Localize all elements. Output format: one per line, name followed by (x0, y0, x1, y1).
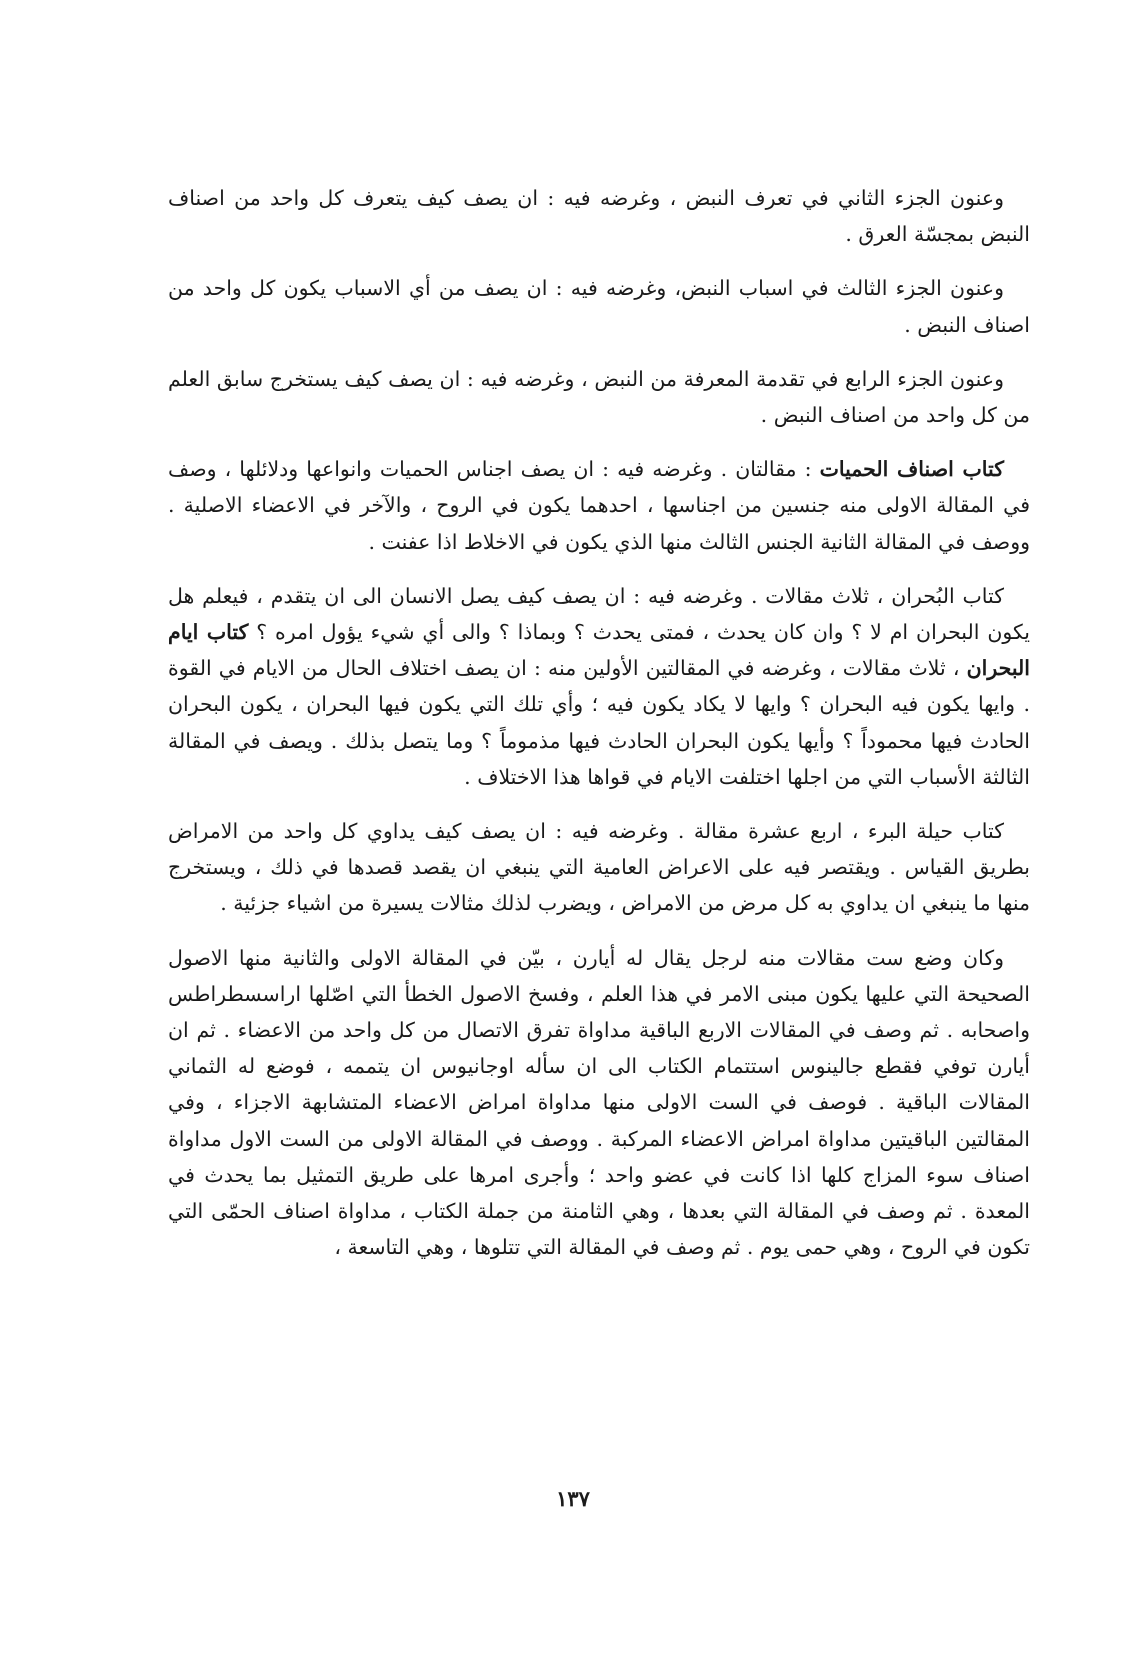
body-text (168, 180, 1030, 1283)
paragraph-text: كتاب حيلة البرء ، اربع عشرة مقالة . وغرضه فيه : ان يصف كيف يداوي كل واحد من الامراض بطريق القياس . ويقتصر فيه على الاعراض العامية التي ينبغي ان يقصد قصدها في ذلك ، ويستخرج منها ما ينبغي ان يداوي به كل مرض من الامراض ، ويضرب لذلك مثالات يسيرة من اشياء جزئية . (168, 819, 1030, 916)
paragraph-six-treatises (168, 940, 1030, 1266)
book-title: كتاب ايام البحران (168, 620, 1030, 681)
paragraph-text: وكان وضع ست مقالات منه لرجل يقال له أيارن ، بيّن في المقالة الاولى والثانية منها الاصول الصحيحة التي عليها يكون مبنى الامر في هذا العلم ، وفسخ الاصول الخطأ التي اصّلها اراسسطراطس واصحابه . ثم وصف في المقالات الاربع الباقية مداواة تفرق الاتصال من كل واحد من الاعضاء . ثم ان أيارن توفي فقطع جالينوس استتمام الكتاب الى ان سأله اوجانيوس ان يتممه ، فوضع له الثماني المقالات الباقية . فوصف في الست الاولى منها مداواة امراض الاعضاء المتشابهة الاجزاء ، وفي المقالتين الباقيتين مداواة امراض الاعضاء المركبة . ووصف في المقالة الاولى من الست الاول مداواة اصناف سوء المزاج كلها اذا كانت في عضو واحد ؛ وأجرى امرها على طريق التمثيل بما يحدث في المعدة . ثم وصف في المقالة التي بعدها ، وهي الثامنة من جملة الكتاب ، مداواة اصناف الحمّى التي تكون في الروح ، وهي حمى يوم . ثم وصف في المقالة التي تتلوها ، وهي التاسعة ، (168, 945, 1030, 1260)
paragraph-text: : مقالتان . وغرضه فيه : ان يصف اجناس الحميات وانواعها ودلائلها ، وصف في المقالة الاولى منه جنسين من اجناسها ، احدهما يكون في الروح ، والآخر في الاعضاء الاصلية . ووصف في المقالة الثانية الجنس الثالث منها الذي يكون في الاخلاط اذا عفنت . (168, 457, 1030, 554)
paragraph-method-of-healing (168, 813, 1030, 922)
book-title: كتاب اصناف الحميات (819, 457, 1004, 482)
paragraph-pulse-part-three (168, 270, 1030, 342)
paragraph-text: وعنون الجزء الرابع في تقدمة المعرفة من النبض ، وغرضه فيه : ان يصف كيف يستخرج سابق العلم من كل واحد من اصناف النبض . (168, 366, 1030, 428)
paragraph-pulse-part-four (168, 361, 1030, 433)
paragraph-text: وعنون الجزء الثاني في تعرف النبض ، وغرضه فيه : ان يصف كيف يتعرف كل واحد من اصناف النبض بمجسّة العرق . (168, 186, 1030, 247)
page-number: ١٣٧ (556, 1486, 590, 1511)
paragraph-text: وعنون الجزء الثالث في اسباب النبض، وغرضه فيه : ان يصف من أي الاسباب يكون كل واحد من اصناف النبض . (168, 276, 1030, 337)
paragraph-pulse-part-two (168, 180, 1030, 252)
paragraph-text: كتاب البُحران ، ثلاث مقالات . وغرضه فيه : ان يصف كيف يصل الانسان الى ان يتقدم ، فيعلم هل يكون البحران ام لا ؟ وان كان يحدث ، فمتى يحدث ؟ وبماذا ؟ والى أي شيء يؤول امره ؟ (168, 583, 1030, 645)
paragraph-book-of-crisis (168, 578, 1030, 795)
paragraph-book-of-fevers (168, 451, 1030, 560)
paragraph-text: ، ثلاث مقالات ، وغرضه في المقالتين الأولين منه : ان يصف اختلاف الحال من الايام في القوة . وايها يكون فيه البحران ؟ وايها لا يكاد يكون فيه ؛ وأي تلك التي يكون فيها البحران ، يكون البحران الحادث فيها محموداً ؟ وأيها يكون البحران الحادث فيها مذموماً ؟ وما يتصل بذلك . ويصف في المقالة الثالثة الأسباب التي من اجلها اختلفت الايام في قواها هذا الاختلاف . (168, 656, 1030, 789)
